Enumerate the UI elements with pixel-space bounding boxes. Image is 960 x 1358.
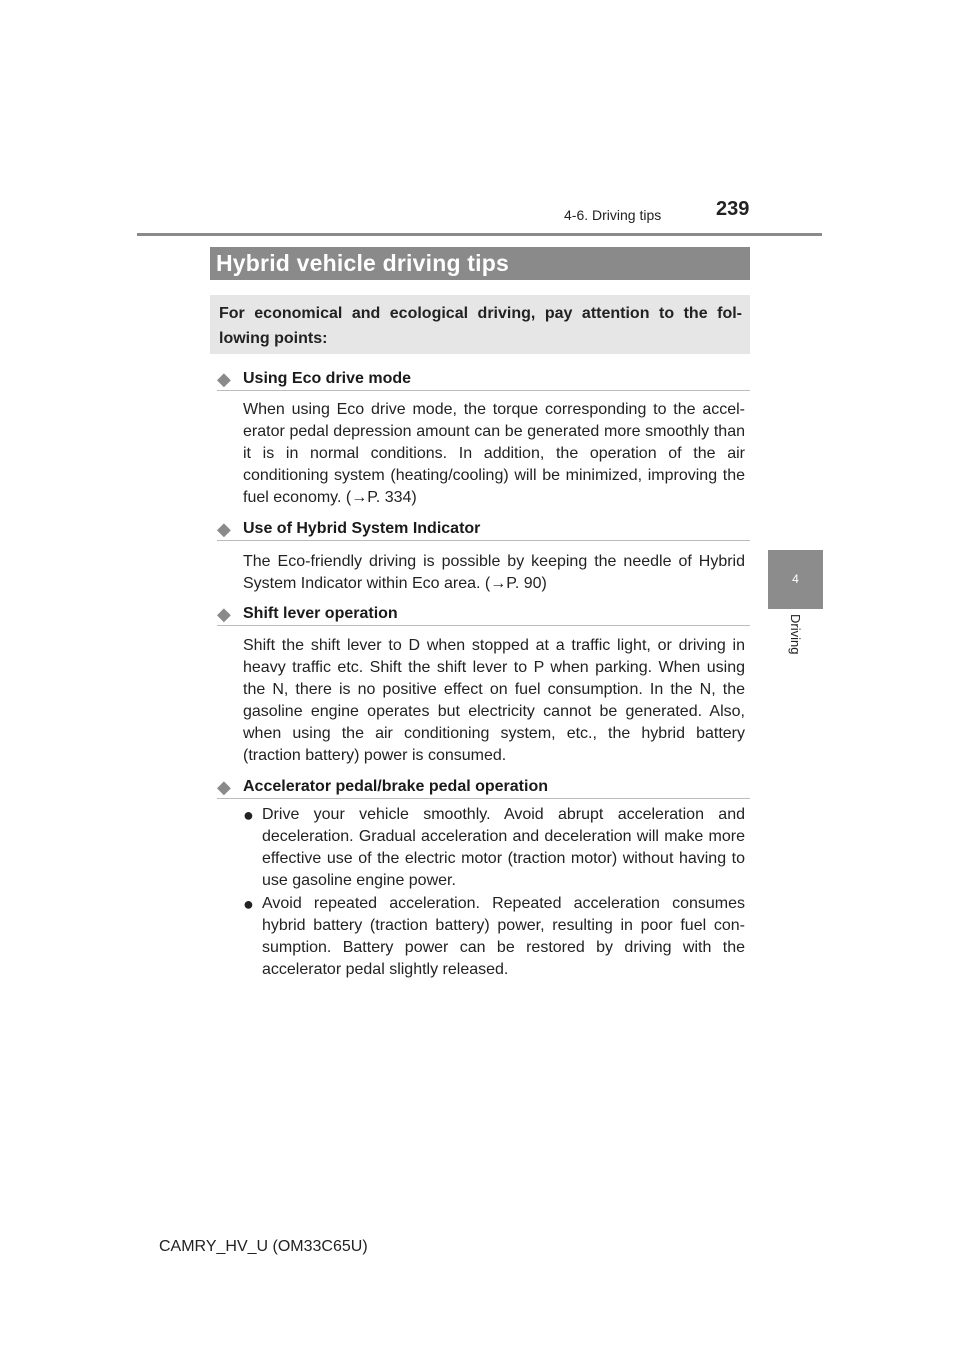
topic-heading-shift-lever <box>217 603 750 626</box>
topic-body-eco-mode: When using Eco drive mode, the torque corresponding to the accel-erator pedal depression amount can be generated more smoothly than it is in normal conditions. In addition, the operation of the air conditioning system (heating/cooling) will be minimized, improving the fuel economy. (→P. 334) <box>243 401 745 506</box>
list-item-text: Drive your vehicle smoothly. Avoid abrupt acceleration and deceleration. Gradual acceleration and deceleration will make more effective use of the electric motor (traction motor) without having to use gasoline engine power. <box>262 806 745 889</box>
chapter-label: Driving <box>788 614 803 655</box>
intro-box: For economical and ecological driving, pay attention to the fol-lowing points: <box>210 295 750 354</box>
list-item <box>243 804 745 892</box>
footer-model-code: CAMRY_HV_U (OM33C65U) <box>159 1238 368 1255</box>
diamond-icon: ◆ <box>217 604 231 624</box>
list-item-text: Avoid repeated acceleration. Repeated acceleration consumes hybrid battery (traction battery) power, resulting in poor fuel con-sumption. Battery power can be restored by driving with the accelerator pedal slightly released. <box>262 895 745 978</box>
diamond-icon: ◆ <box>217 369 231 389</box>
topic-heading-text: Accelerator pedal/brake pedal operation <box>243 778 548 795</box>
page-title: Hybrid vehicle driving tips <box>210 247 750 280</box>
bullet-icon: ● <box>243 805 254 825</box>
diamond-icon: ◆ <box>217 777 231 797</box>
topic-heading-pedal-operation <box>217 776 750 799</box>
diamond-icon: ◆ <box>217 519 231 539</box>
page-number: 239 <box>716 198 750 220</box>
topic-heading-text: Using Eco drive mode <box>243 370 412 387</box>
bullet-icon: ● <box>243 894 254 914</box>
topic-body-hybrid-indicator: The Eco-friendly driving is possible by keeping the needle of Hybrid System Indicator within Eco area. (→P. 90) <box>243 553 745 592</box>
topic-body-shift-lever: Shift the shift lever to D when stopped at a traffic light, or driving in heavy traffic etc. Shift the shift lever to P when parking. When using the N, there is no positive effect on fuel consumption. In the N, the gasoline engine operates but electricity cannot be generated. Also, when using the air conditioning system, etc., the hybrid battery (traction battery) power is consumed. <box>243 637 745 764</box>
topic-heading-hybrid-indicator <box>217 518 750 541</box>
topic-heading-text: Shift lever operation <box>243 605 398 622</box>
section-reference: 4-6. Driving tips <box>564 207 662 223</box>
list-item <box>243 893 745 981</box>
topic-heading-eco-mode <box>217 368 750 391</box>
header-rule <box>137 233 822 236</box>
topic-heading-text: Use of Hybrid System Indicator <box>243 520 481 537</box>
chapter-tab: 4 <box>768 550 823 609</box>
